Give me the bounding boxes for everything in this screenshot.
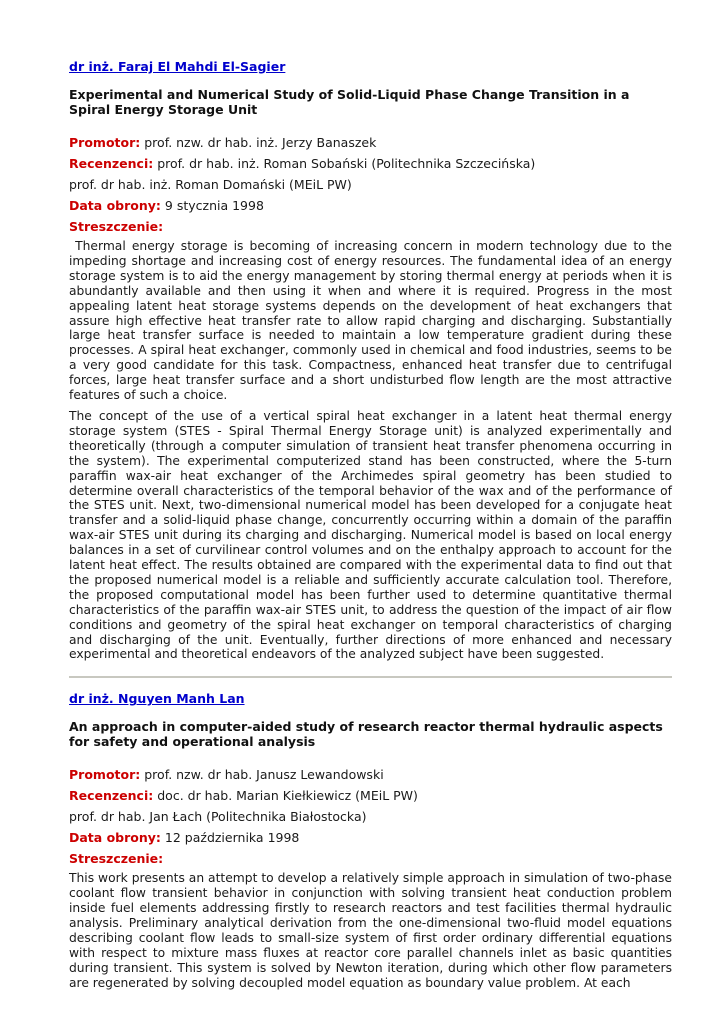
date-line <box>69 198 672 214</box>
thesis-title: Experimental and Numerical Study of Solid-Liquid Phase Change Transition in a Spiral Energy Storage Unit <box>69 87 630 117</box>
recenzenci-line <box>69 156 672 172</box>
promotor-line <box>69 767 672 783</box>
abstract-paragraph-1: This work presents an attempt to develop a relatively simple approach in simulation of two-phase coolant flow transient behavior in conjunction with solving transient heat conduction problem inside fuel elements addressing firstly to research reactors and test facilities thermal hydraulic analysis. Preliminary analytical derivation from the one-dimensional two-fluid model equations describing coolant flow leads to small-size system of first order ordinary differential equations with respect to mixture mass fluxes at reactor core parallel channels inlet as basic quantities during transient. This system is solved by Newton iteration, during which other flow parameters are regenerated by solving decoupled model equation as boundary value problem. At each <box>69 871 672 990</box>
recenzent-2-value: prof. dr hab. Jan Łach (Politechnika Białostocka) <box>69 809 367 825</box>
recenzenci-label: Recenzenci: <box>69 156 154 171</box>
abstract-paragraph-2: The concept of the use of a vertical spiral heat exchanger in a latent heat thermal energy storage system (STES - Spiral Thermal Energy Storage unit) is analyzed experimentally and theoretically (through a computer simulation of transient heat transfer phenomena occurring in the system). The experimental computerized stand has been constructed, where the 5-turn paraffin wax-air heat exchanger of the Archimedes spiral geometry has been studied to determine overall characteristics of the temporal behavior of the wax and of the performance of the STES unit. Next, two-dimensional numerical model has been developed for a conjugate heat transfer and a solid-liquid phase change, concurrently occurring within a domain of the paraffin wax-air STES unit during its charging and discharging. Numerical model is based on local energy balances in a set of curvilinear control volumes and on the enthalpy approach to account for the latent heat effect. The results obtained are compared with the experimental data to find out that the proposed numerical model is a reliable and sufficiently accurate calculation tool. Therefore, the proposed computational model has been further used to determine quantitative thermal characteristics of the paraffin wax-air STES unit, to address the question of the impact of air flow conditions and geometry of the spiral heat exchanger on temporal characteristics of charging and discharging of the unit. Eventually, further directions of more enhanced and necessary experimental and theoretical endeavors of the analyzed subject have been suggested. <box>69 408 672 662</box>
recenzenci-line <box>69 788 672 804</box>
date-value: 9 stycznia 1998 <box>164 198 264 213</box>
abstract-label: Streszczenie: <box>69 219 164 234</box>
author-link[interactable]: dr inż. Faraj El Mahdi El-Sagier <box>69 59 286 74</box>
promotor-value: prof. nzw. dr hab. Janusz Lewandowski <box>144 767 384 783</box>
date-line <box>69 830 672 846</box>
recenzent-1-value: doc. dr hab. Marian Kiełkiewicz (MEiL PW) <box>157 788 418 804</box>
promotor-value: prof. nzw. dr hab. inż. Jerzy Banaszek <box>144 135 377 150</box>
entry-divider <box>69 676 672 678</box>
date-label: Data obrony: <box>69 198 161 213</box>
recenzent-2-value: prof. dr hab. inż. Roman Domański (MEiL PW) <box>69 177 352 192</box>
abstract-paragraph-1: Thermal energy storage is becoming of increasing concern in modern technology due to the impeding shortage and increasing cost of energy resources. The fundamental idea of an energy storage system is to aid the energy management by storing thermal energy at periods when it is abundantly available and then using it when and where it is required. Progress in the most appealing latent heat storage systems depends on the development of heat exchangers that assure high effective heat transfer rate to allow rapid charging and discharging. Substantially large heat transfer surface is needed to maintain a low temperature gradient during these processes. A spiral heat exchanger, commonly used in chemical and food industries, seems to be a very good candidate for this task. Compactness, enhanced heat transfer due to centrifugal forces, large heat transfer surface and a short undisturbed flow length are the most attractive features of such a choice. <box>69 239 676 403</box>
date-label: Data obrony: <box>69 830 161 846</box>
recenzenci-label: Recenzenci: <box>69 788 154 804</box>
date-value: 12 października 1998 <box>164 830 300 846</box>
thesis-entry-1 <box>69 56 676 662</box>
promotor-label: Promotor: <box>69 767 141 783</box>
thesis-entry-2 <box>69 688 672 990</box>
recenzent-1-value: prof. dr hab. inż. Roman Sobański (Politechnika Szczecińska) <box>157 156 536 171</box>
author-link[interactable]: dr inż. Nguyen Manh Lan <box>69 691 245 707</box>
promotor-label: Promotor: <box>69 135 141 150</box>
thesis-title: An approach in computer-aided study of research reactor thermal hydraulic aspects for safety and operational analysis <box>69 719 663 750</box>
promotor-line <box>69 135 672 151</box>
abstract-label: Streszczenie: <box>69 851 164 867</box>
